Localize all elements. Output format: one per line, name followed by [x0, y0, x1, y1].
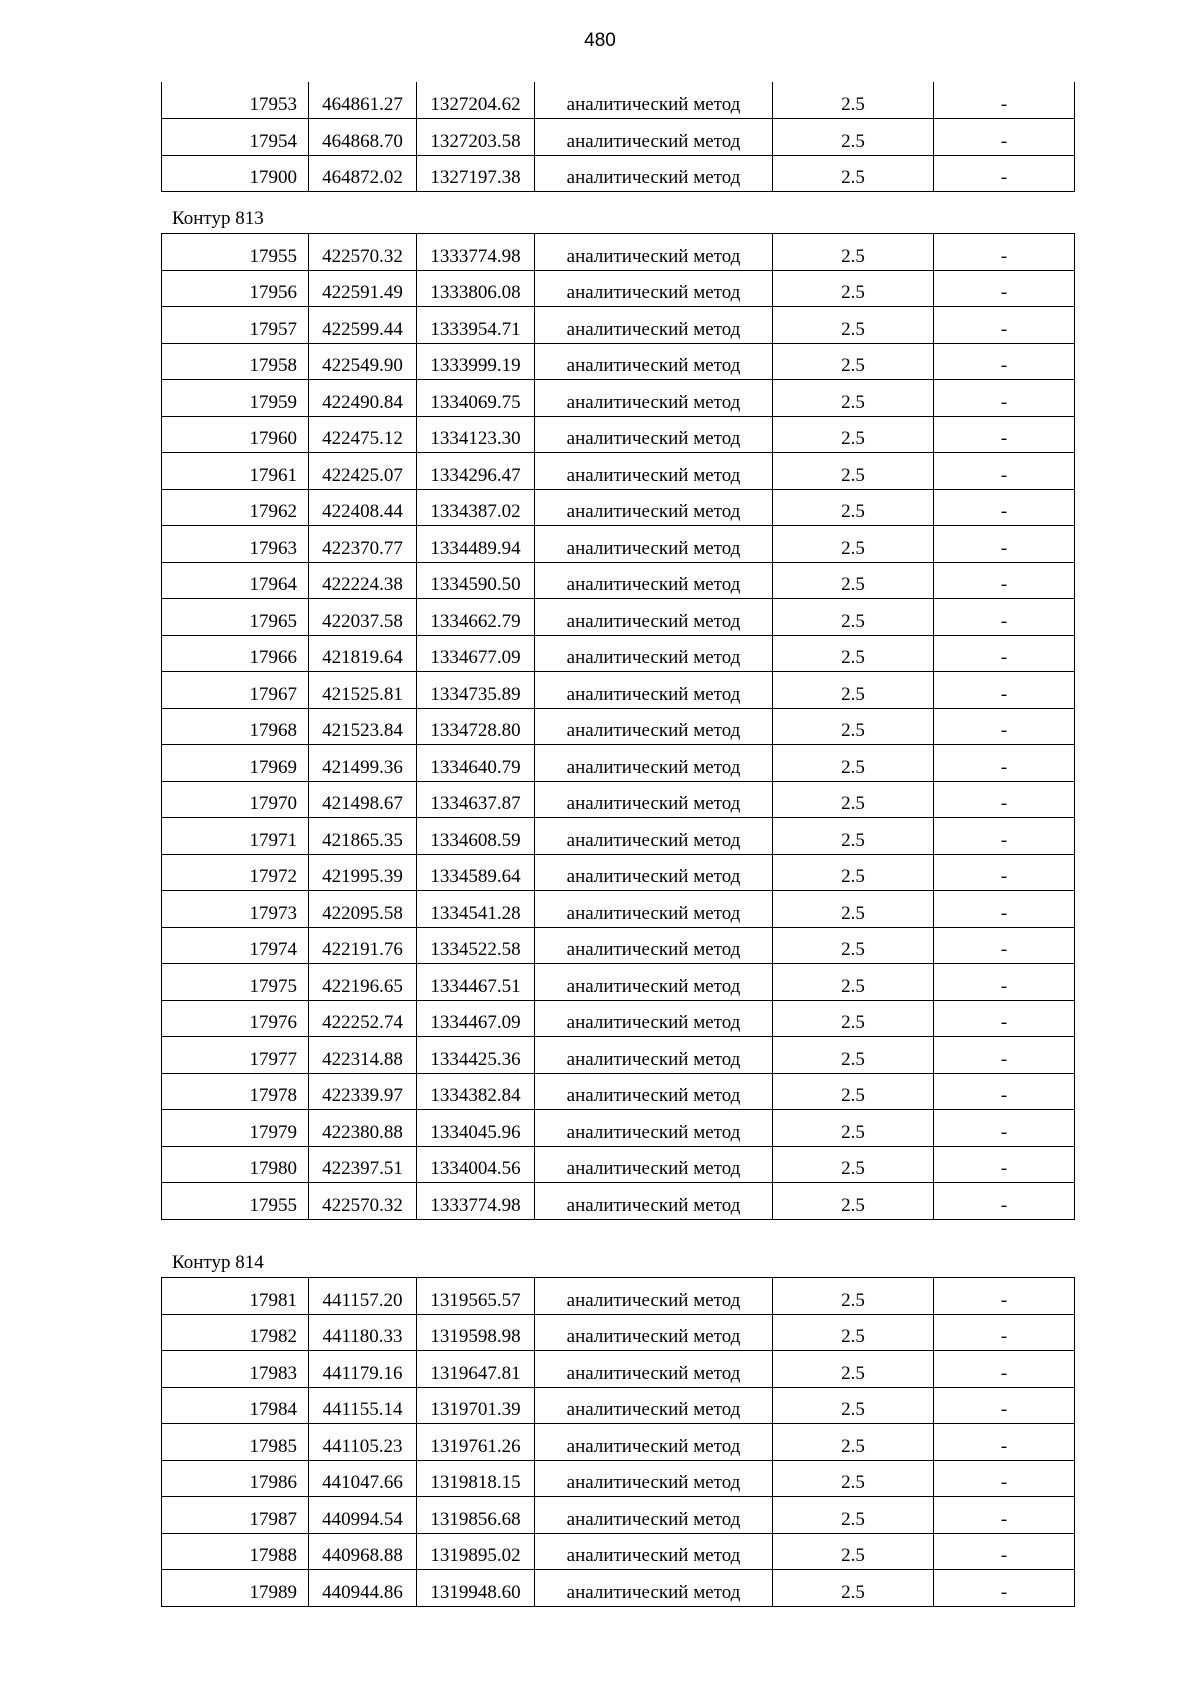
y-coordinate-cell: 1334640.79 — [417, 745, 535, 782]
y-coordinate-cell: 1334425.36 — [417, 1037, 535, 1074]
x-coordinate-cell: 440944.86 — [309, 1570, 417, 1607]
accuracy-cell: 2.5 — [773, 1351, 934, 1388]
y-coordinate-cell: 1334467.09 — [417, 1000, 535, 1037]
table-row — [162, 964, 1075, 1001]
method-cell: аналитический метод — [535, 489, 773, 526]
note-cell: - — [934, 416, 1075, 453]
method-cell: аналитический метод — [535, 155, 773, 192]
x-coordinate-cell: 422380.88 — [309, 1110, 417, 1147]
note-cell: - — [934, 818, 1075, 855]
method-cell: аналитический метод — [535, 1460, 773, 1497]
y-coordinate-cell: 1333774.98 — [417, 1183, 535, 1220]
x-coordinate-cell: 422224.38 — [309, 562, 417, 599]
table-row — [162, 380, 1075, 417]
method-cell: аналитический метод — [535, 416, 773, 453]
note-cell: - — [934, 891, 1075, 928]
accuracy-cell: 2.5 — [773, 82, 934, 119]
x-coordinate-cell: 422570.32 — [309, 234, 417, 271]
method-cell: аналитический метод — [535, 119, 773, 156]
point-number-cell: 17976 — [162, 1000, 309, 1037]
y-coordinate-cell: 1334489.94 — [417, 526, 535, 563]
x-coordinate-cell: 422425.07 — [309, 453, 417, 490]
method-cell: аналитический метод — [535, 380, 773, 417]
contour-813-table — [161, 233, 1075, 1220]
y-coordinate-cell: 1319565.57 — [417, 1278, 535, 1315]
table-row — [162, 1460, 1075, 1497]
x-coordinate-cell: 441157.20 — [309, 1278, 417, 1315]
method-cell: аналитический метод — [535, 1278, 773, 1315]
note-cell: - — [934, 453, 1075, 490]
point-number-cell: 17968 — [162, 708, 309, 745]
method-cell: аналитический метод — [535, 1146, 773, 1183]
point-number-cell: 17955 — [162, 234, 309, 271]
y-coordinate-cell: 1334296.47 — [417, 453, 535, 490]
note-cell: - — [934, 119, 1075, 156]
point-number-cell: 17964 — [162, 562, 309, 599]
table-row — [162, 234, 1075, 271]
method-cell: аналитический метод — [535, 343, 773, 380]
point-number-cell: 17970 — [162, 781, 309, 818]
note-cell: - — [934, 1110, 1075, 1147]
table-row — [162, 1110, 1075, 1147]
table-row — [162, 82, 1075, 119]
x-coordinate-cell: 422570.32 — [309, 1183, 417, 1220]
y-coordinate-cell: 1333806.08 — [417, 270, 535, 307]
method-cell: аналитический метод — [535, 672, 773, 709]
accuracy-cell: 2.5 — [773, 155, 934, 192]
method-cell: аналитический метод — [535, 635, 773, 672]
method-cell: аналитический метод — [535, 891, 773, 928]
table-row — [162, 562, 1075, 599]
point-number-cell: 17955 — [162, 1183, 309, 1220]
method-cell: аналитический метод — [535, 854, 773, 891]
y-coordinate-cell: 1334677.09 — [417, 635, 535, 672]
note-cell: - — [934, 1497, 1075, 1534]
note-cell: - — [934, 854, 1075, 891]
y-coordinate-cell: 1319598.98 — [417, 1314, 535, 1351]
point-number-cell: 17966 — [162, 635, 309, 672]
y-coordinate-cell: 1327204.62 — [417, 82, 535, 119]
method-cell: аналитический метод — [535, 234, 773, 271]
method-cell: аналитический метод — [535, 1037, 773, 1074]
note-cell: - — [1000, 1194, 1008, 1216]
table-row — [162, 745, 1075, 782]
table-row — [162, 1387, 1075, 1424]
point-number-cell: 17967 — [162, 672, 309, 709]
x-coordinate-cell: 422475.12 — [309, 416, 417, 453]
accuracy-cell: 2.5 — [773, 343, 934, 380]
x-coordinate-cell: 421523.84 — [309, 708, 417, 745]
accuracy-cell: 2.5 — [773, 270, 934, 307]
accuracy-cell: 2.5 — [773, 927, 934, 964]
accuracy-cell: 2.5 — [773, 307, 934, 344]
point-number-cell: 17982 — [162, 1314, 309, 1351]
point-number-cell: 17956 — [162, 270, 309, 307]
x-coordinate-cell: 422490.84 — [309, 380, 417, 417]
table-row — [162, 1073, 1075, 1110]
y-coordinate-cell: 1319948.60 — [417, 1570, 535, 1607]
y-coordinate-cell: 1319647.81 — [417, 1351, 535, 1388]
y-coordinate-cell: 1334637.87 — [417, 781, 535, 818]
y-coordinate-cell: 1334735.89 — [417, 672, 535, 709]
table-row — [162, 1146, 1075, 1183]
point-number-cell: 17958 — [162, 343, 309, 380]
accuracy-cell: 2.5 — [773, 891, 934, 928]
table-row — [162, 599, 1075, 636]
accuracy-cell: 2.5 — [773, 1314, 934, 1351]
table-row — [162, 1183, 1075, 1220]
note-cell: - — [1000, 167, 1008, 188]
accuracy-cell: 2.5 — [773, 489, 934, 526]
y-coordinate-cell: 1334467.51 — [417, 964, 535, 1001]
table-row — [162, 1000, 1075, 1037]
note-cell: - — [934, 1314, 1075, 1351]
contour-814-block — [161, 1240, 1074, 1607]
point-number-cell: 17983 — [162, 1351, 309, 1388]
point-number-cell: 17980 — [162, 1146, 309, 1183]
note-cell: - — [934, 234, 1075, 271]
point-number-cell: 17953 — [162, 82, 309, 119]
y-coordinate-cell: 1319701.39 — [417, 1387, 535, 1424]
table-row — [162, 635, 1075, 672]
table-row — [162, 891, 1075, 928]
table-row — [162, 307, 1075, 344]
x-coordinate-cell: 441179.16 — [309, 1351, 417, 1388]
method-cell: аналитический метод — [535, 1183, 773, 1220]
y-coordinate-cell: 1334541.28 — [417, 891, 535, 928]
table-row — [162, 155, 1075, 192]
method-cell: аналитический метод — [535, 453, 773, 490]
contour-813-block — [161, 196, 1074, 1220]
point-number-cell: 17971 — [162, 818, 309, 855]
note-cell: - — [934, 599, 1075, 636]
table-row — [162, 781, 1075, 818]
method-cell: аналитический метод — [535, 1000, 773, 1037]
accuracy-cell: 2.5 — [773, 1000, 934, 1037]
x-coordinate-cell: 441105.23 — [309, 1424, 417, 1461]
note-cell: - — [934, 1278, 1075, 1315]
note-cell: - — [934, 526, 1075, 563]
note-cell: - — [934, 672, 1075, 709]
point-number-cell: 17974 — [162, 927, 309, 964]
note-cell: - — [934, 1460, 1075, 1497]
accuracy-cell: 2.5 — [773, 818, 934, 855]
y-coordinate-cell: 1334123.30 — [417, 416, 535, 453]
y-coordinate-cell: 1334589.64 — [417, 854, 535, 891]
method-cell: аналитический метод — [535, 82, 773, 119]
point-number-cell: 17963 — [162, 526, 309, 563]
x-coordinate-cell: 421865.35 — [309, 818, 417, 855]
point-number-cell: 17975 — [162, 964, 309, 1001]
accuracy-cell: 2.5 — [773, 1424, 934, 1461]
accuracy-cell: 2.5 — [773, 1073, 934, 1110]
method-cell: аналитический метод — [535, 781, 773, 818]
point-number-cell: 17965 — [162, 599, 309, 636]
note-cell: - — [934, 562, 1075, 599]
y-coordinate-cell: 1334387.02 — [417, 489, 535, 526]
x-coordinate-cell: 422191.76 — [309, 927, 417, 964]
x-coordinate-cell: 422037.58 — [309, 599, 417, 636]
point-number-cell: 17969 — [162, 745, 309, 782]
page-number: 480 — [584, 30, 616, 51]
point-number-cell: 17962 — [162, 489, 309, 526]
method-cell: аналитический метод — [535, 526, 773, 563]
accuracy-cell: 2.5 — [773, 1387, 934, 1424]
x-coordinate-cell: 422549.90 — [309, 343, 417, 380]
table-row — [162, 1497, 1075, 1534]
y-coordinate-cell: 1327197.38 — [417, 155, 535, 192]
table-row — [162, 1278, 1075, 1315]
y-coordinate-cell: 1334522.58 — [417, 927, 535, 964]
accuracy-cell: 2.5 — [773, 854, 934, 891]
note-cell: - — [934, 1000, 1075, 1037]
method-cell: аналитический метод — [535, 1351, 773, 1388]
point-number-cell: 17986 — [162, 1460, 309, 1497]
point-number-cell: 17960 — [162, 416, 309, 453]
accuracy-cell: 2.5 — [773, 1037, 934, 1074]
y-coordinate-cell: 1334382.84 — [417, 1073, 535, 1110]
method-cell: аналитический метод — [535, 927, 773, 964]
table-row — [162, 854, 1075, 891]
table-row — [162, 416, 1075, 453]
method-cell: аналитический метод — [535, 1314, 773, 1351]
y-coordinate-cell: 1319818.15 — [417, 1460, 535, 1497]
note-cell: - — [934, 307, 1075, 344]
x-coordinate-cell: 421819.64 — [309, 635, 417, 672]
point-number-cell: 17959 — [162, 380, 309, 417]
point-number-cell: 17987 — [162, 1497, 309, 1534]
point-number-cell: 17981 — [162, 1278, 309, 1315]
table-row — [162, 672, 1075, 709]
point-number-cell: 17972 — [162, 854, 309, 891]
y-coordinate-cell: 1334590.50 — [417, 562, 535, 599]
method-cell: аналитический метод — [535, 708, 773, 745]
point-number-cell: 17988 — [162, 1533, 309, 1570]
accuracy-cell: 2.5 — [773, 708, 934, 745]
accuracy-cell: 2.5 — [773, 745, 934, 782]
x-coordinate-cell: 464872.02 — [309, 155, 417, 192]
table-row — [162, 1037, 1075, 1074]
x-coordinate-cell: 464868.70 — [309, 119, 417, 156]
accuracy-cell: 2.5 — [773, 1146, 934, 1183]
accuracy-cell: 2.5 — [773, 380, 934, 417]
x-coordinate-cell: 464861.27 — [309, 82, 417, 119]
table-row — [162, 1570, 1075, 1607]
method-cell: аналитический метод — [535, 307, 773, 344]
point-number-cell: 17984 — [162, 1387, 309, 1424]
x-coordinate-cell: 422339.97 — [309, 1073, 417, 1110]
note-cell: - — [934, 1351, 1075, 1388]
table-row — [162, 453, 1075, 490]
x-coordinate-cell: 421498.67 — [309, 781, 417, 818]
method-cell: аналитический метод — [535, 964, 773, 1001]
note-cell: - — [934, 1073, 1075, 1110]
method-cell: аналитический метод — [535, 818, 773, 855]
table-row — [162, 1314, 1075, 1351]
y-coordinate-cell: 1334069.75 — [417, 380, 535, 417]
x-coordinate-cell: 421499.36 — [309, 745, 417, 782]
table-row — [162, 119, 1075, 156]
accuracy-cell: 2.5 — [773, 599, 934, 636]
table-row — [162, 1424, 1075, 1461]
accuracy-cell: 2.5 — [773, 526, 934, 563]
method-cell: аналитический метод — [535, 1387, 773, 1424]
y-coordinate-cell: 1319761.26 — [417, 1424, 535, 1461]
method-cell: аналитический метод — [535, 1073, 773, 1110]
note-cell: - — [934, 1533, 1075, 1570]
y-coordinate-cell: 1327203.58 — [417, 119, 535, 156]
note-cell: - — [934, 635, 1075, 672]
x-coordinate-cell: 421525.81 — [309, 672, 417, 709]
accuracy-cell: 2.5 — [773, 416, 934, 453]
table-row — [162, 818, 1075, 855]
method-cell: аналитический метод — [535, 270, 773, 307]
y-coordinate-cell: 1334045.96 — [417, 1110, 535, 1147]
method-cell: аналитический метод — [535, 1497, 773, 1534]
contour-814-table — [161, 1277, 1075, 1607]
y-coordinate-cell: 1333999.19 — [417, 343, 535, 380]
point-number-cell: 17954 — [162, 119, 309, 156]
note-cell: - — [1000, 1581, 1008, 1603]
accuracy-cell: 2.5 — [773, 1570, 934, 1607]
x-coordinate-cell: 422370.77 — [309, 526, 417, 563]
point-number-cell: 17989 — [162, 1570, 309, 1607]
contour-title: Контур 814 — [172, 1252, 264, 1273]
x-coordinate-cell: 441155.14 — [309, 1387, 417, 1424]
accuracy-cell: 2.5 — [773, 1183, 934, 1220]
method-cell: аналитический метод — [535, 1533, 773, 1570]
point-number-cell: 17961 — [162, 453, 309, 490]
x-coordinate-cell: 440968.88 — [309, 1533, 417, 1570]
point-number-cell: 17978 — [162, 1073, 309, 1110]
table-row — [162, 1533, 1075, 1570]
accuracy-cell: 2.5 — [773, 1497, 934, 1534]
point-number-cell: 17985 — [162, 1424, 309, 1461]
x-coordinate-cell: 422314.88 — [309, 1037, 417, 1074]
note-cell: - — [934, 745, 1075, 782]
y-coordinate-cell: 1333774.98 — [417, 234, 535, 271]
note-cell: - — [934, 1146, 1075, 1183]
table-row — [162, 1351, 1075, 1388]
accuracy-cell: 2.5 — [773, 1533, 934, 1570]
table-row — [162, 270, 1075, 307]
note-cell: - — [934, 380, 1075, 417]
table-row — [162, 927, 1075, 964]
x-coordinate-cell: 422196.65 — [309, 964, 417, 1001]
note-cell: - — [934, 927, 1075, 964]
note-cell: - — [934, 82, 1075, 119]
continuation-block — [161, 82, 1074, 192]
x-coordinate-cell: 441180.33 — [309, 1314, 417, 1351]
accuracy-cell: 2.5 — [773, 453, 934, 490]
y-coordinate-cell: 1334728.80 — [417, 708, 535, 745]
table-row — [162, 489, 1075, 526]
accuracy-cell: 2.5 — [773, 1460, 934, 1497]
note-cell: - — [934, 708, 1075, 745]
note-cell: - — [934, 1424, 1075, 1461]
continuation-table — [161, 82, 1075, 192]
x-coordinate-cell: 422599.44 — [309, 307, 417, 344]
x-coordinate-cell: 440994.54 — [309, 1497, 417, 1534]
accuracy-cell: 2.5 — [773, 672, 934, 709]
point-number-cell: 17979 — [162, 1110, 309, 1147]
accuracy-cell: 2.5 — [773, 1110, 934, 1147]
accuracy-cell: 2.5 — [773, 562, 934, 599]
point-number-cell: 17977 — [162, 1037, 309, 1074]
x-coordinate-cell: 422095.58 — [309, 891, 417, 928]
y-coordinate-cell: 1319856.68 — [417, 1497, 535, 1534]
x-coordinate-cell: 421995.39 — [309, 854, 417, 891]
table-row — [162, 526, 1075, 563]
method-cell: аналитический метод — [535, 1110, 773, 1147]
table-row — [162, 708, 1075, 745]
method-cell: аналитический метод — [535, 745, 773, 782]
accuracy-cell: 2.5 — [773, 635, 934, 672]
x-coordinate-cell: 422408.44 — [309, 489, 417, 526]
accuracy-cell: 2.5 — [773, 781, 934, 818]
method-cell: аналитический метод — [535, 1570, 773, 1607]
x-coordinate-cell: 441047.66 — [309, 1460, 417, 1497]
x-coordinate-cell: 422252.74 — [309, 1000, 417, 1037]
y-coordinate-cell: 1334662.79 — [417, 599, 535, 636]
accuracy-cell: 2.5 — [773, 234, 934, 271]
accuracy-cell: 2.5 — [773, 964, 934, 1001]
point-number-cell: 17973 — [162, 891, 309, 928]
note-cell: - — [934, 1387, 1075, 1424]
point-number-cell: 17957 — [162, 307, 309, 344]
note-cell: - — [934, 964, 1075, 1001]
y-coordinate-cell: 1319895.02 — [417, 1533, 535, 1570]
y-coordinate-cell: 1334004.56 — [417, 1146, 535, 1183]
accuracy-cell: 2.5 — [773, 1278, 934, 1315]
method-cell: аналитический метод — [535, 599, 773, 636]
note-cell: - — [934, 1037, 1075, 1074]
note-cell: - — [934, 489, 1075, 526]
point-number-cell: 17900 — [162, 155, 309, 192]
x-coordinate-cell: 422397.51 — [309, 1146, 417, 1183]
x-coordinate-cell: 422591.49 — [309, 270, 417, 307]
note-cell: - — [934, 781, 1075, 818]
accuracy-cell: 2.5 — [773, 119, 934, 156]
y-coordinate-cell: 1333954.71 — [417, 307, 535, 344]
table-row — [162, 343, 1075, 380]
method-cell: аналитический метод — [535, 562, 773, 599]
y-coordinate-cell: 1334608.59 — [417, 818, 535, 855]
method-cell: аналитический метод — [535, 1424, 773, 1461]
note-cell: - — [934, 270, 1075, 307]
note-cell: - — [934, 343, 1075, 380]
contour-title: Контур 813 — [172, 208, 264, 229]
